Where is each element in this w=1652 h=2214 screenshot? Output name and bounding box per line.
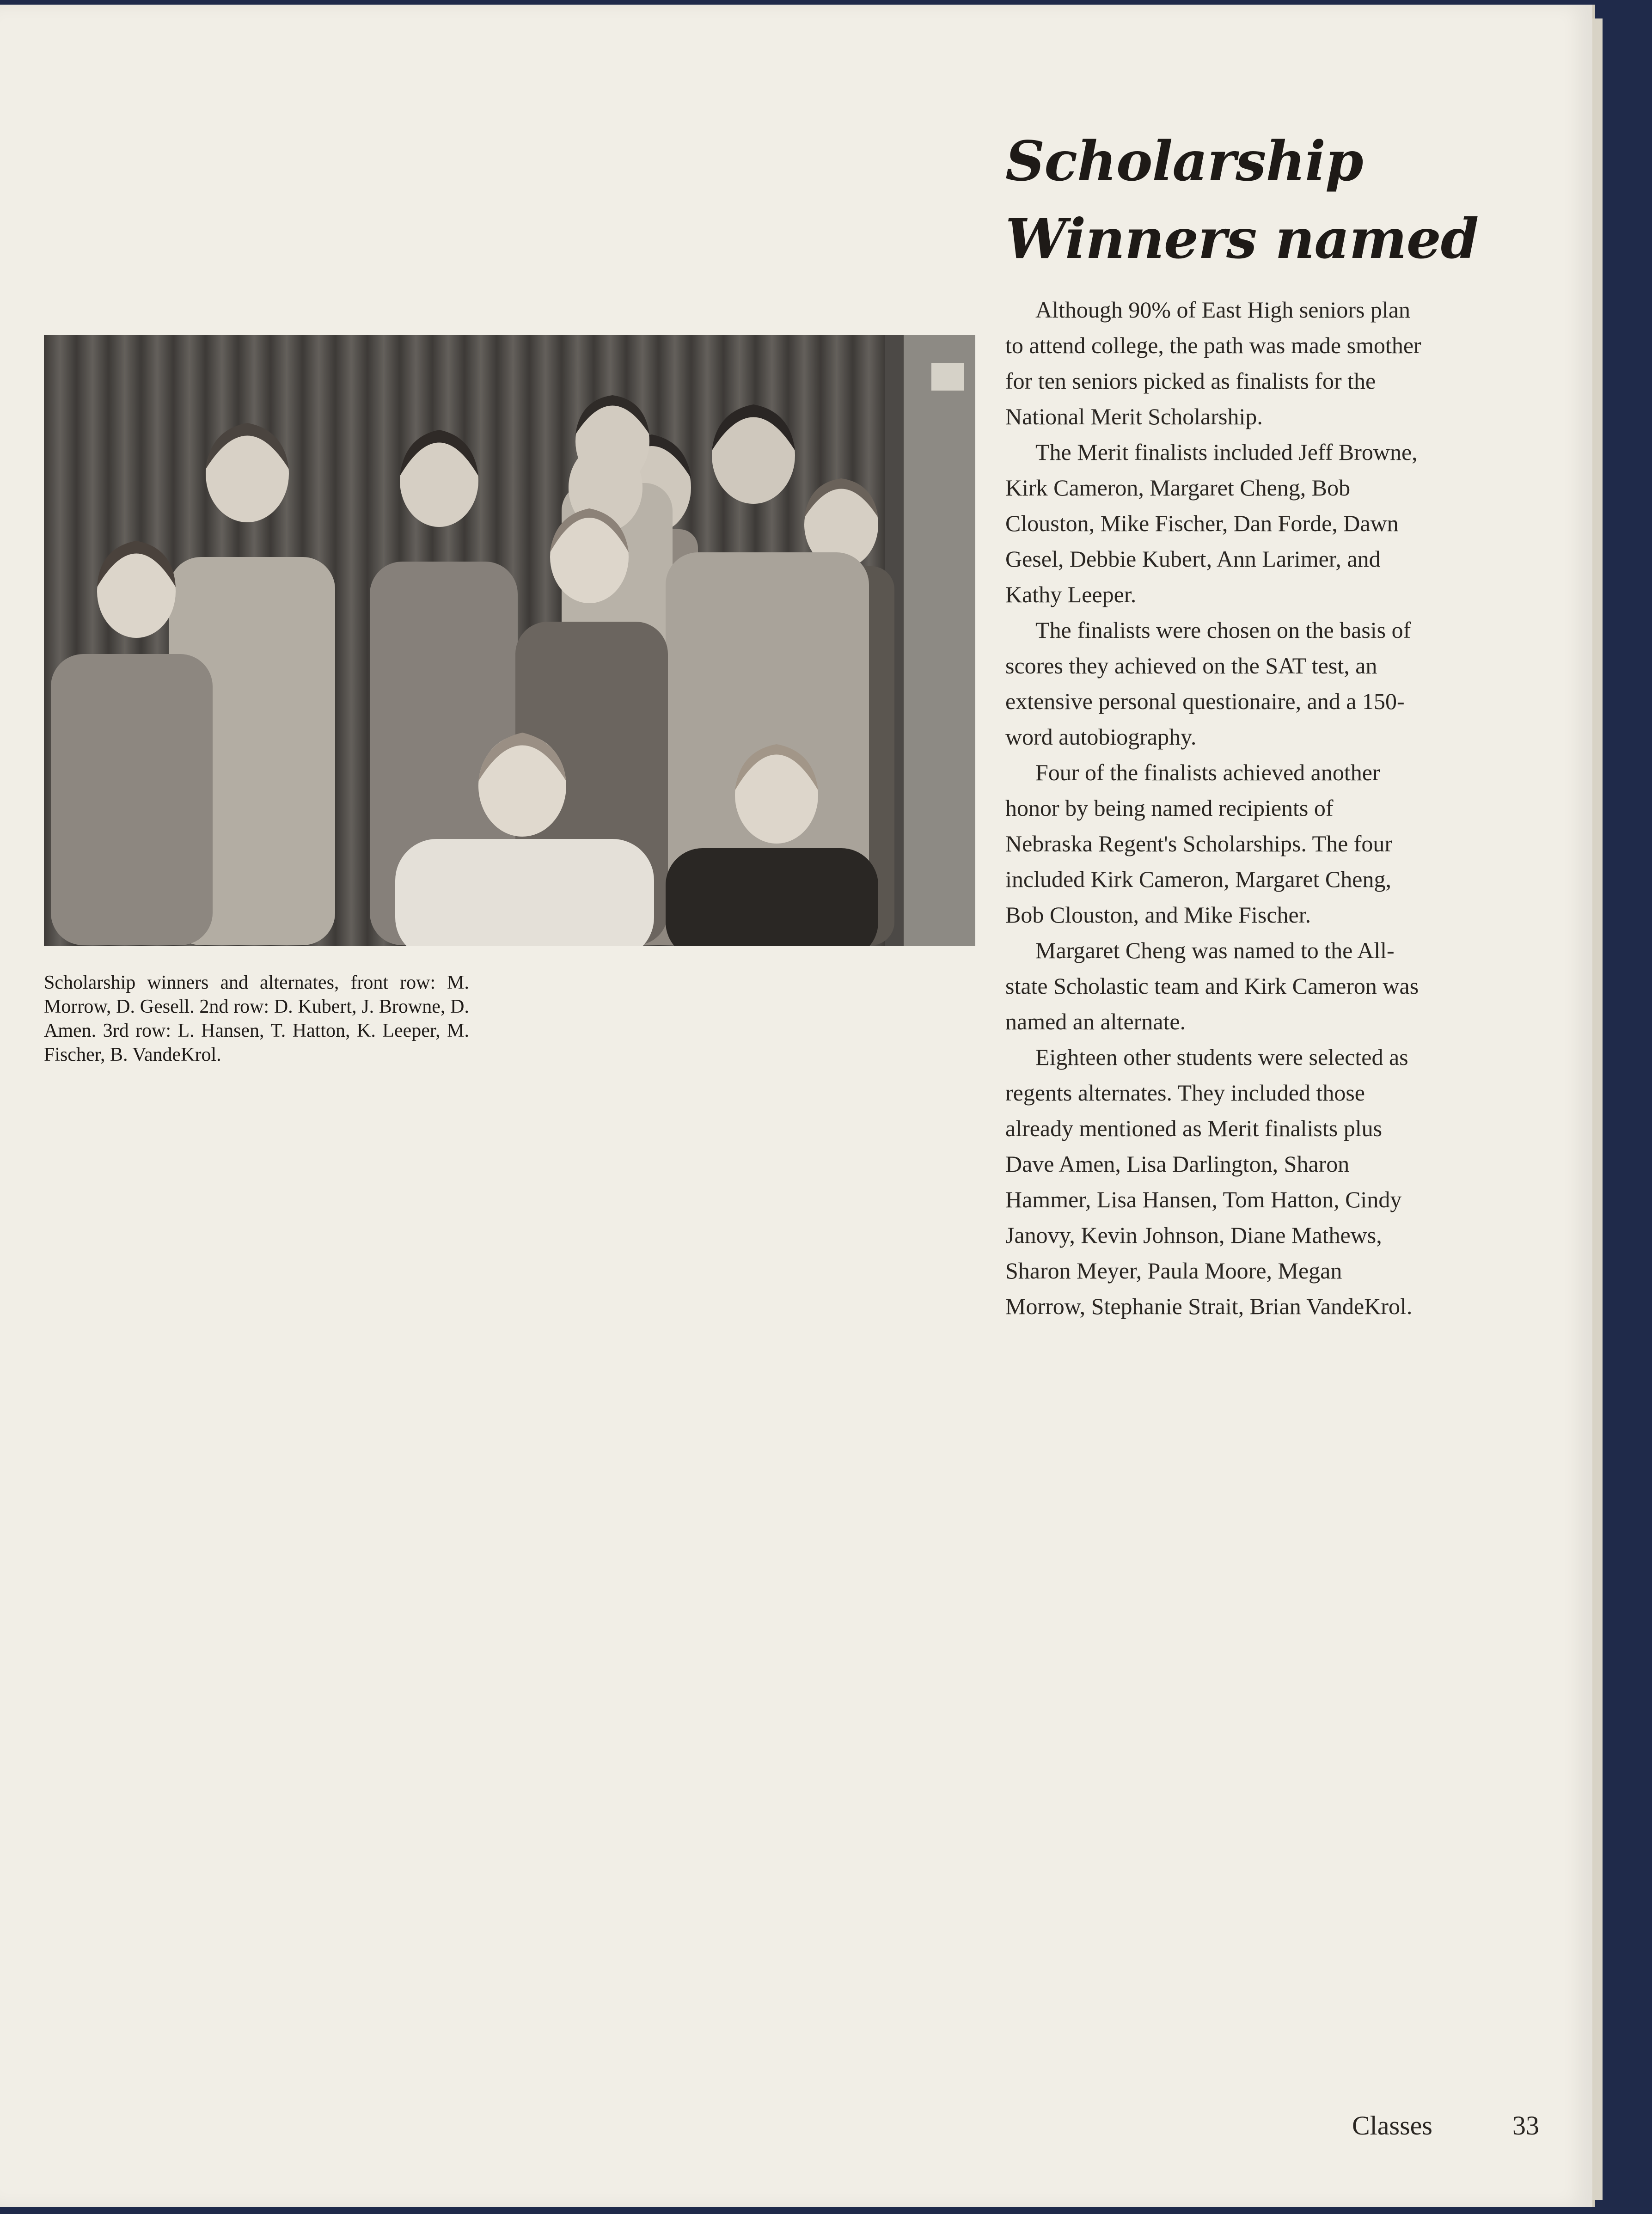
page-edge [1592, 18, 1603, 2200]
page-number: 33 [1512, 2110, 1539, 2141]
article-paragraph: Margaret Cheng was named to the All-state Scholastic team and Kirk Cameron was named an alternate. [1005, 937, 1419, 1034]
article-paragraph: The finalists were chosen on the basis of scores they achieved on the SAT test, an extensive personal questionaire, and a 150-word autobiography. [1005, 617, 1411, 750]
article-paragraph: Four of the finalists achieved another honor by being named recipients of Nebraska Regent's Scholarships. The four included Kirk Cameron, Margaret Cheng, Bob Clouston, and Mike Fischer. [1005, 759, 1393, 928]
group-photo-illustration [44, 335, 975, 946]
section-label: Classes [1352, 2110, 1432, 2141]
group-photo [44, 335, 975, 946]
article-paragraph: The Merit finalists included Jeff Browne, Kirk Cameron, Margaret Cheng, Bob Clouston, Mike Fischer, Dan Forde, Dawn Gesel, Debbie Kubert, Ann Larimer, and Kathy Leeper. [1005, 439, 1418, 607]
article-headline: Scholarship Winners named [1005, 129, 1479, 271]
photo-caption: Scholarship winners and alternates, front row: M. Morrow, D. Gesell. 2nd row: D. Kubert, J. Browne, D. Amen. 3rd row: L. Hansen, T. Hatton, K. Leeper, M. Fischer, B. VandeKrol. [44, 972, 469, 1065]
article-paragraph: Although 90% of East High seniors plan to attend college, the path was made smother for ten seniors picked as finalists for the National Merit Scholarship. [1005, 297, 1421, 429]
article-body [1005, 292, 1421, 1324]
article-paragraph: Eighteen other students were selected as regents alternates. They included those already mentioned as Merit finalists plus Dave Amen, Lisa Darlington, Sharon Hammer, Lisa Hansen, Tom Hatton, Cindy Janovy, Kevin Johnson, Diane Mathews, Sharon Meyer, Paula Moore, Megan Morrow, Stephanie Strait, Brian VandeKrol. [1005, 1044, 1413, 1319]
